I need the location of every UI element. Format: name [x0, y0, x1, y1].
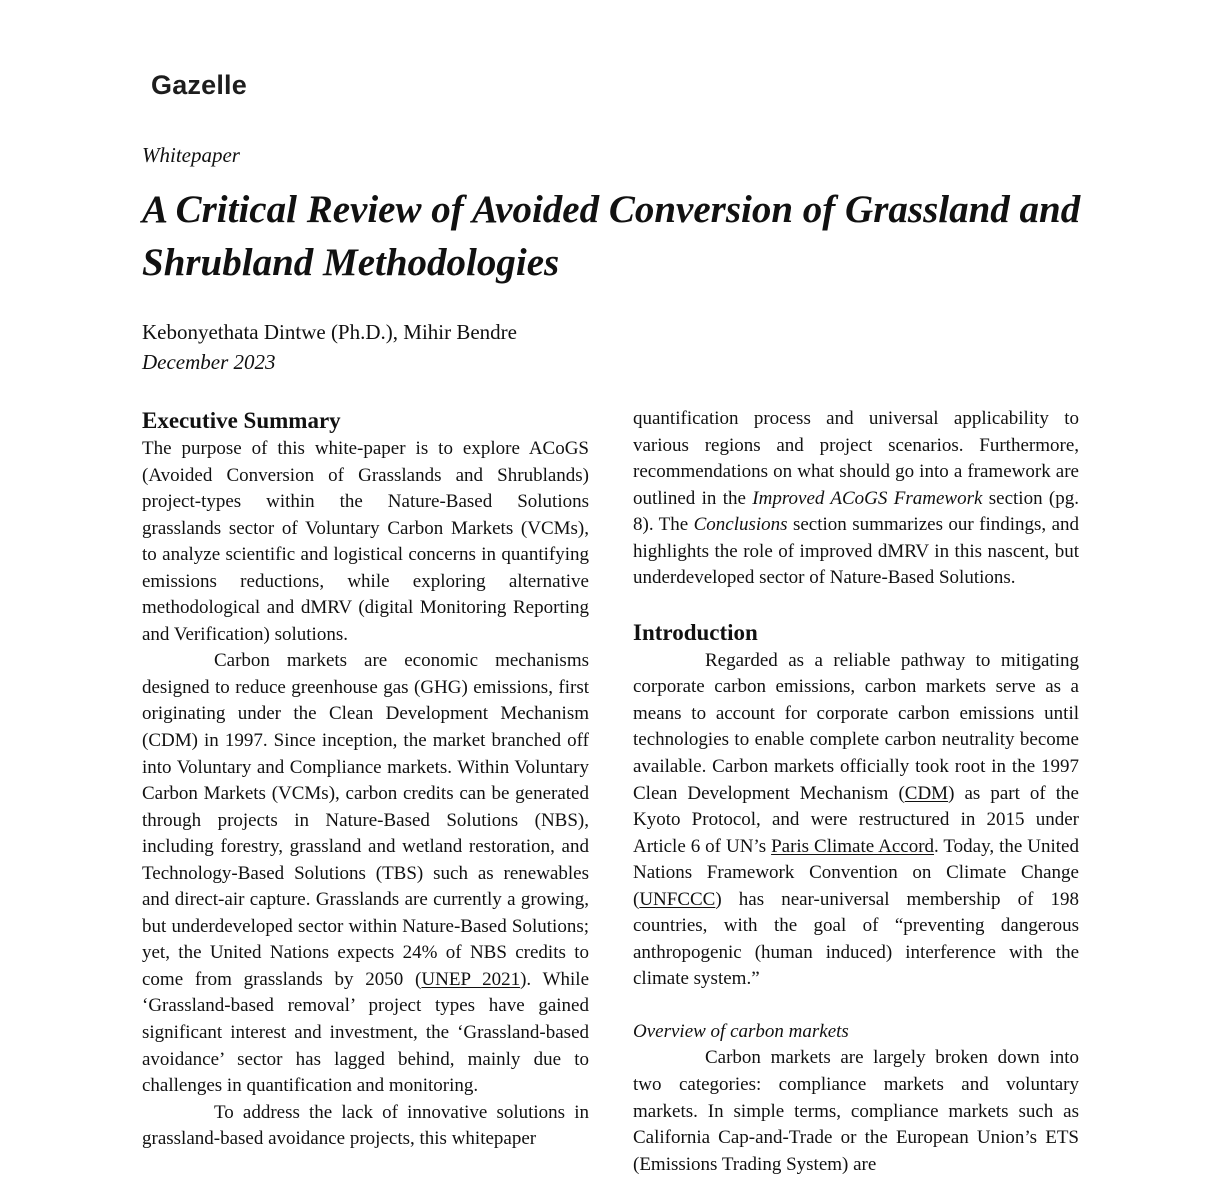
paragraph-text: ) as part of the Kyoto Protocol, and were restructured in 2015 under Article 6 of UN’s — [633, 782, 1079, 857]
paragraph-text: ). While ‘Grassland-based removal’ project types have gained significant interest and investment, the ‘Grassland-based avoidance’ sector has lagged behind, mainly due to challenges in quantification and monitoring. — [142, 968, 589, 1097]
executive-summary-heading: Executive Summary — [142, 408, 341, 433]
executive-summary-paragraph-2 — [142, 648, 589, 1099]
left-column — [142, 406, 589, 1153]
overview-heading: Overview of carbon markets — [633, 1020, 849, 1042]
unep-2021-link[interactable]: UNEP 2021 — [421, 968, 521, 990]
improved-framework-ref: Improved ACoGS Framework — [752, 487, 983, 509]
paragraph-text: Carbon markets are economic mechanisms designed to reduce greenhouse gas (GHG) emissions, first originating under the Clean Development Mechanism (CDM) in 1997. Since inception, the market branched off into Voluntary and Compliance markets. Within Voluntary Carbon Markets (VCMs), carbon credits can be generated through projects in Nature-Based Solutions (NBS), including forestry, grassland and wetland restoration, and Technology-Based Solutions (TBS) such as renewables and direct-air capture. Grasslands are currently a growing, but underdeveloped sector within Nature-Based Solutions; yet, the United Nations expects 24% of NBS credits to come from grasslands by 2050 ( — [142, 650, 589, 990]
gazelle-logo: Gazelle — [151, 70, 247, 100]
spacer — [633, 993, 1079, 1019]
paris-climate-accord-link[interactable]: Paris Climate Accord — [771, 835, 935, 857]
paragraph-text: section summarizes our findings, and highlights the role of improved dMRV in this nascent, but underdeveloped sector of Nature-Based Solutions. — [633, 514, 1079, 589]
cdm-link[interactable]: CDM — [904, 782, 949, 804]
conclusions-ref: Conclusions — [693, 514, 788, 536]
right-column — [633, 406, 1079, 1178]
publication-date: December 2023 — [142, 350, 276, 374]
introduction-paragraph-1 — [633, 648, 1079, 993]
unfccc-link[interactable]: UNFCCC — [639, 888, 716, 910]
paragraph-text: . Today, the United Nations Framework Convention on Climate Change ( — [633, 835, 1079, 910]
paragraph-text: Regarded as a reliable pathway to mitigating corporate carbon emissions, carbon markets serve as a means to account for corporate carbon emissions until technologies to enable complete carbon neutrality become available. Carbon markets officially took root in the 1997 Clean Development Mechanism ( — [633, 649, 1079, 804]
executive-summary-paragraph-1: The purpose of this white-paper is to explore ACoGS (Avoided Conversion of Grasslands and Shrublands) project-types within the Nature-Based Solutions grasslands sector of Voluntary Carbon Markets (VCMs), to analyze scientific and logistical concerns in quantifying emissions reductions, while exploring alternative methodological and dMRV (digital Monitoring Reporting and Verification) solutions. — [142, 438, 589, 645]
executive-summary-paragraph-3: To address the lack of innovative solutions in grassland-based avoidance projects, this whitepaper — [142, 1101, 589, 1150]
paragraph-text: quantification process and universal applicability to various regions and project scenarios. Furthermore, recommendations on what should go into a framework are outlined in the — [633, 408, 1079, 509]
author-list: Kebonyethata Dintwe (Ph.D.), Mihir Bendre — [142, 320, 517, 344]
document-type-label: Whitepaper — [142, 143, 240, 167]
paragraph-text: section (pg. 8). The — [633, 487, 1079, 536]
paragraph-text: ) has near-universal membership of 198 countries, with the goal of “preventing dangerous anthropogenic (human induced) interference with the climate system.” — [633, 888, 1079, 990]
executive-summary-continuation — [633, 406, 1079, 592]
overview-paragraph-1: Carbon markets are largely broken down into two categories: compliance markets and voluntary markets. In simple terms, compliance markets such as California Cap-and-Trade or the European Union’s ETS (Emissions Trading System) are — [633, 1047, 1079, 1175]
paper-title: A Critical Review of Avoided Conversion of Grassland and Shrubland Methodologies — [142, 188, 1081, 284]
spacer — [633, 592, 1079, 618]
introduction-heading: Introduction — [633, 619, 758, 645]
